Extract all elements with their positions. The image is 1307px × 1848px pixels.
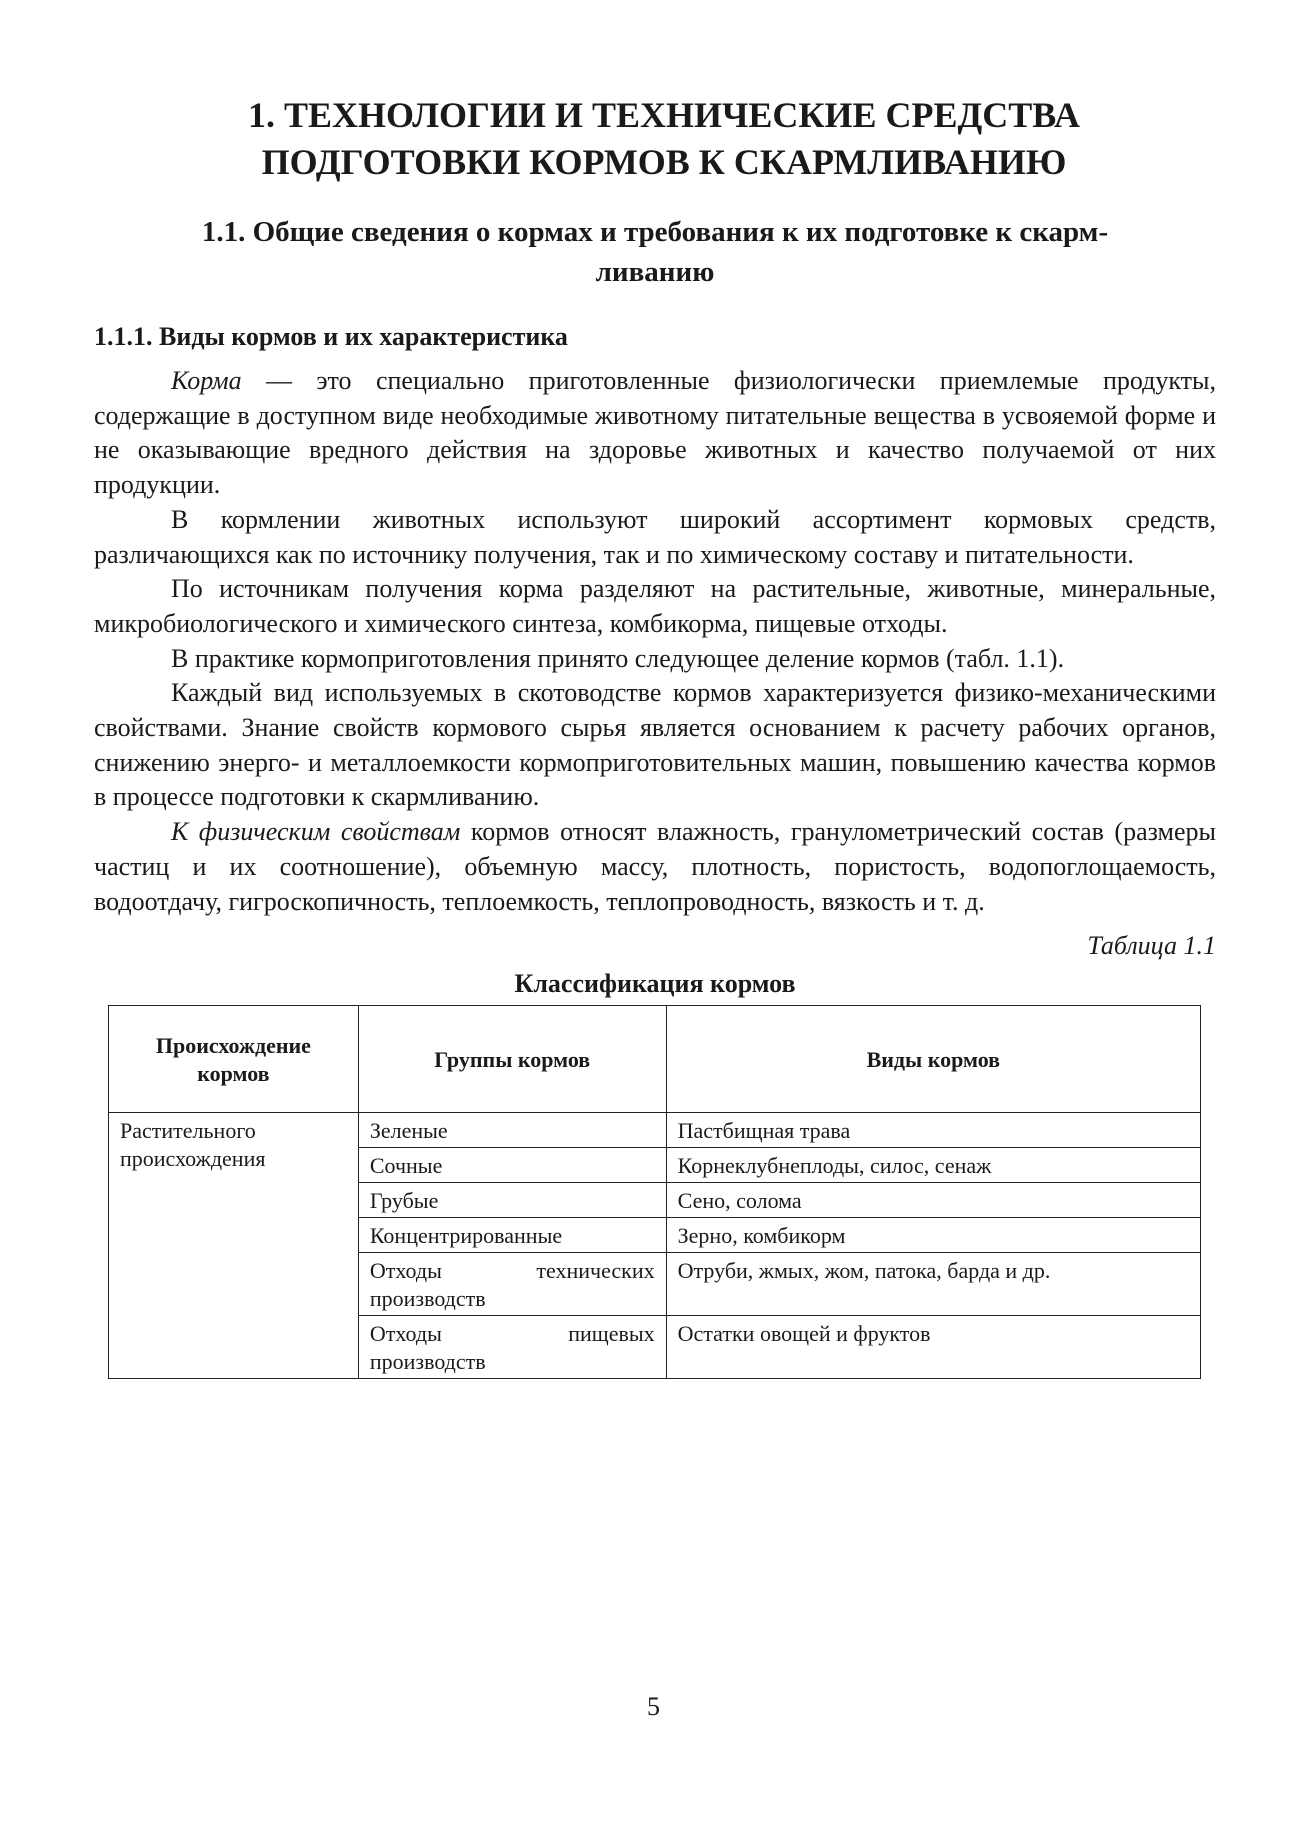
paragraph-1 [94,364,1216,503]
body-text [94,364,1216,919]
group-cell: Отходы технических производств [358,1253,666,1316]
paragraph-4-text: В практике кормоприготовления принято следующее деление кормов (табл. 1.1). [171,643,1065,673]
paragraph-3 [94,572,1216,641]
paragraph-4 [94,642,1216,677]
table-caption: Таблица 1.1 [1087,931,1216,961]
section-heading [94,212,1216,292]
classification-table [108,1005,1201,1379]
table-header-row [109,1006,1201,1113]
document-page [94,92,1216,1379]
kinds-cell: Пастбищная трава [666,1113,1200,1148]
section-heading-line-2: ливанию [595,256,715,288]
paragraph-5-text: Каждый вид используемых в скотоводстве кормов характеризуется физико-механическими свойствами. Знание свойств кормового сырья является основанием к расчету рабочих органов, снижению энерго- и металлоемкости кормоприготовительных машин, повышению качества кормов в процессе подготовки к скармливанию. [94,678,1216,812]
header-groups: Группы кормов [358,1006,666,1113]
kinds-cell: Зерно, комбикорм [666,1218,1200,1253]
group-cell: Сочные [358,1148,666,1183]
subsection-heading: 1.1.1. Виды кормов и их характеристика [94,322,568,351]
paragraph-6-term: К физическим свойствам [171,817,461,847]
paragraph-3-text: По источникам получения корма разделяют на растительные, животные, минеральные, микробиологического и химического синтеза, комбикорма, пищевые отходы. [94,574,1216,638]
chapter-heading [94,92,1216,186]
origin-cell: Растительного происхождения [109,1113,359,1379]
group-cell: Зеленые [358,1113,666,1148]
group-cell: Отходы пищевых производств [358,1316,666,1379]
paragraph-1-term: Корма [171,366,242,395]
chapter-heading-line-1: 1. ТЕХНОЛОГИИ И ТЕХНИЧЕСКИЕ СРЕДСТВА [247,95,1081,135]
section-heading-line-1: 1.1. Общие сведения о кормах и требования к их подготовке к скарм- [201,216,1109,248]
group-cell: Концентрированные [358,1218,666,1253]
paragraph-1-text: — это специально приготовленные физиологически приемлемые продукты, содержащие в доступном виде необходимые животному питательные вещества в усвояемой форме и не оказывающие вредного действия на здоровье животных и качество получаемой от них продукции. [94,366,1216,500]
header-kinds: Виды кормов [666,1006,1200,1113]
paragraph-6 [94,815,1216,919]
group-cell: Грубые [358,1183,666,1218]
chapter-heading-line-2: ПОДГОТОВКИ КОРМОВ К СКАРМЛИВАНИЮ [261,142,1067,182]
header-origin: Происхождение кормов [109,1006,359,1113]
paragraph-2-text: В кормлении животных используют широкий ассортимент кормовых средств, различающихся как по источнику получения, так и по химическому составу и питательности. [94,504,1216,569]
paragraph-6-text: кормов относят влажность, гранулометрический состав (размеры частиц и их соотношение), объемную массу, плотность, пористость, водопоглощаемость, водоотдачу, гигроскопичность, теплоемкость, теплопроводность, вязкость и т. д. [94,817,1216,916]
kinds-cell: Остатки овощей и фруктов [666,1316,1200,1379]
table-row [109,1113,1201,1148]
paragraph-5 [94,676,1216,815]
paragraph-2 [94,503,1216,572]
kinds-cell: Сено, солома [666,1183,1200,1218]
table-title: Классификация кормов [514,969,796,999]
kinds-cell: Корнеклубнеплоды, силос, сенаж [666,1148,1200,1183]
page-number: 5 [647,1692,660,1721]
kinds-cell: Отруби, жмых, жом, патока, барда и др. [666,1253,1200,1316]
